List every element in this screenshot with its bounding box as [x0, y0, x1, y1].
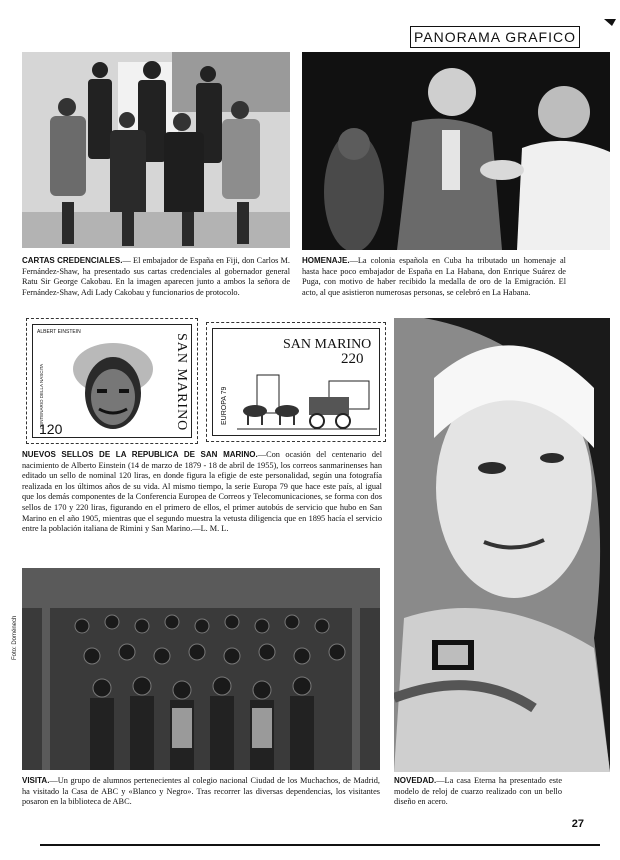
- europa-stamp-country: SAN MARINO: [283, 337, 372, 352]
- credentials-caption-title: CARTAS CREDENCIALES.: [22, 256, 123, 265]
- credentials-photo: [22, 52, 290, 248]
- europa-stamp-series: EUROPA 79: [221, 386, 228, 425]
- section-title: PANORAMA GRAFICO: [410, 26, 580, 48]
- credentials-caption: [22, 256, 290, 310]
- einstein-stamp: [26, 318, 198, 444]
- watch-model-photo: [394, 318, 610, 772]
- visit-caption-body: —Un grupo de alumnos pertenecientes al colegio nacional Ciudad de los Muchachos, de Madrid, ha visitado la Casa de ABC y «Blanco y Negro». Tras recorrer las diversas dependencias, los visitantes posaron en la biblioteca de ABC.: [22, 776, 380, 807]
- einstein-stamp-name-side: CENTENARIO DELLA NASCITA: [39, 363, 44, 429]
- novelty-caption-title: NOVEDAD.: [394, 776, 437, 785]
- photo-credit: Foto: Doménech: [12, 615, 18, 660]
- credentials-caption-body: — El embajador de España en Fiji, don Carlos M. Fernández-Shaw, ha presentado sus cartas credenciales al gobernador general Ratu Sir George Cakobau. En la imagen aparecen junto a ambos la señora de Fernández-Shaw, Adi Lady Cakobau y funcionarios de protocolo.: [22, 256, 290, 297]
- corner-ornament-icon: [602, 16, 618, 30]
- einstein-stamp-name-top: ALBERT EINSTEIN: [37, 329, 81, 335]
- homage-illustration: [302, 52, 610, 250]
- homage-caption: [302, 256, 566, 310]
- einstein-stamp-value: 120: [39, 421, 63, 437]
- watch-model-illustration: [394, 318, 610, 772]
- einstein-stamp-country: SAN MARINO: [174, 333, 189, 432]
- homage-caption-body: —La colonia española en Cuba ha tributado un homenaje al hasta hace poco embajador de España en La Habana, don Enrique Suárez de Puga, con motivo de haber recibido la medalla de oro de la Emigración. El acto, al que asistieron numerosas personas, se celebró en La Habana.: [302, 256, 566, 297]
- stamps-caption-body: —Con ocasión del centenario del nacimiento de Alberto Einstein (14 de marzo de 1879 - 18 de abril de 1955), los correos sanmarinenses han editado un sello de nominal 120 liras, en donde figura la efigie de este personalidad, según una fotografía realizada en los últimos años de su vida. Al mismo tiempo, la serie Europa 79 que hace este país, al igual que los demás componentes de la Conferencia Europea de Correos y Telecomunicaciones, se forma con dos sellos de 170 y 220 liras, figurando en el primero de ellos, el primer autobús de servicio que hubo en San Marino en el año 1905, mientras que el segundo muestra la vetusta diligencia que en 1895 hacía el servicio entre la población italiana de Rimini y San Marino.—L. M. L.: [22, 450, 383, 534]
- school-visit-photo: [22, 568, 380, 770]
- stamps-caption-title: NUEVOS SELLOS DE LA REPUBLICA DE SAN MARINO.: [22, 450, 258, 459]
- homage-photo: [302, 52, 610, 250]
- credentials-group-illustration: [22, 52, 290, 248]
- homage-caption-title: HOMENAJE.: [302, 256, 350, 265]
- page-number: 27: [571, 818, 584, 830]
- europa-stamp: [206, 322, 386, 442]
- visit-caption: [22, 776, 380, 816]
- stamps-caption: [22, 450, 382, 560]
- visit-caption-title: VISITA.: [22, 776, 50, 785]
- europa-stamp-value: 220: [341, 351, 364, 367]
- einstein-portrait: [67, 337, 159, 433]
- school-visit-illustration: [22, 568, 380, 770]
- novelty-caption: [394, 776, 562, 816]
- footer-rule: [40, 844, 600, 846]
- novelty-caption-body: —La casa Eterna ha presentado este modelo de reloj de cuarzo realizado con un bello diseño en acero.: [394, 776, 562, 807]
- stagecoach-illustration: [237, 367, 377, 433]
